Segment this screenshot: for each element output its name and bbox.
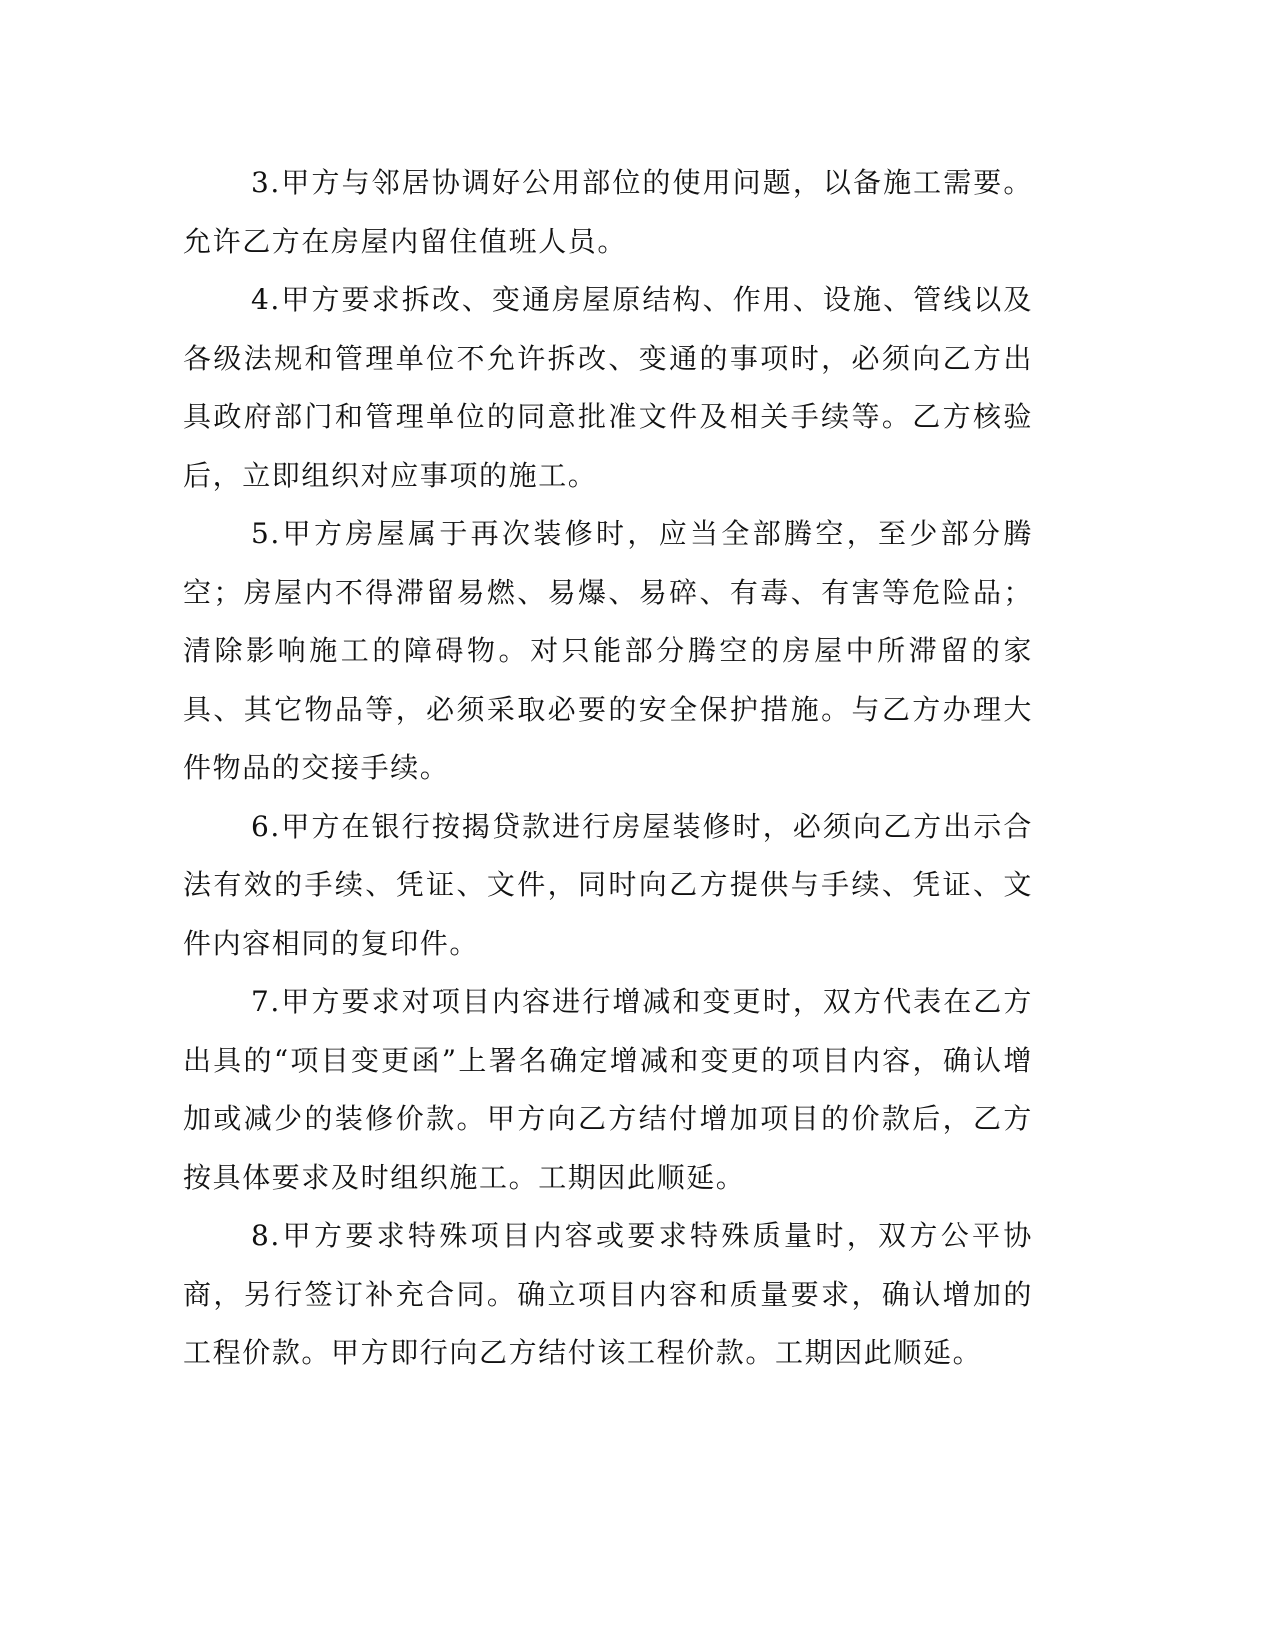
clause-paragraph-7: 7.甲方要求对项目内容进行增减和变更时，双方代表在乙方出具的“项目变更函”上署名确定增减和变更的项目内容，确认增加或减少的装修价款。甲方向乙方结付增加项目的价款后，乙方按具体要求及时组织施工。工期因此顺延。 [183, 985, 1033, 1194]
clause-paragraph-5: 5.甲方房屋属于再次装修时，应当全部腾空，至少部分腾空；房屋内不得滞留易燃、易爆、易碎、有毒、有害等危险品；清除影响施工的障碍物。对只能部分腾空的房屋中所滞留的家具、其它物品等，必须采取必要的安全保护措施。与乙方办理大件物品的交接手续。 [183, 517, 1033, 784]
clause-paragraph-4: 4.甲方要求拆改、变通房屋原结构、作用、设施、管线以及各级法规和管理单位不允许拆改、变通的事项时，必须向乙方出具政府部门和管理单位的同意批准文件及相关手续等。乙方核验后，立即组织对应事项的施工。 [183, 283, 1033, 492]
clause-paragraph-6: 6.甲方在银行按揭贷款进行房屋装修时，必须向乙方出示合法有效的手续、凭证、文件，同时向乙方提供与手续、凭证、文件内容相同的复印件。 [183, 809, 1033, 960]
clause-paragraph-8: 8.甲方要求特殊项目内容或要求特殊质量时，双方公平协商，另行签订补充合同。确立项目内容和质量要求，确认增加的工程价款。甲方即行向乙方结付该工程价款。工期因此顺延。 [183, 1219, 1033, 1369]
document-body [183, 154, 1033, 1383]
clause-paragraph-3: 3.甲方与邻居协调好公用部位的使用问题，以备施工需要。允许乙方在房屋内留住值班人员。 [183, 166, 1033, 258]
